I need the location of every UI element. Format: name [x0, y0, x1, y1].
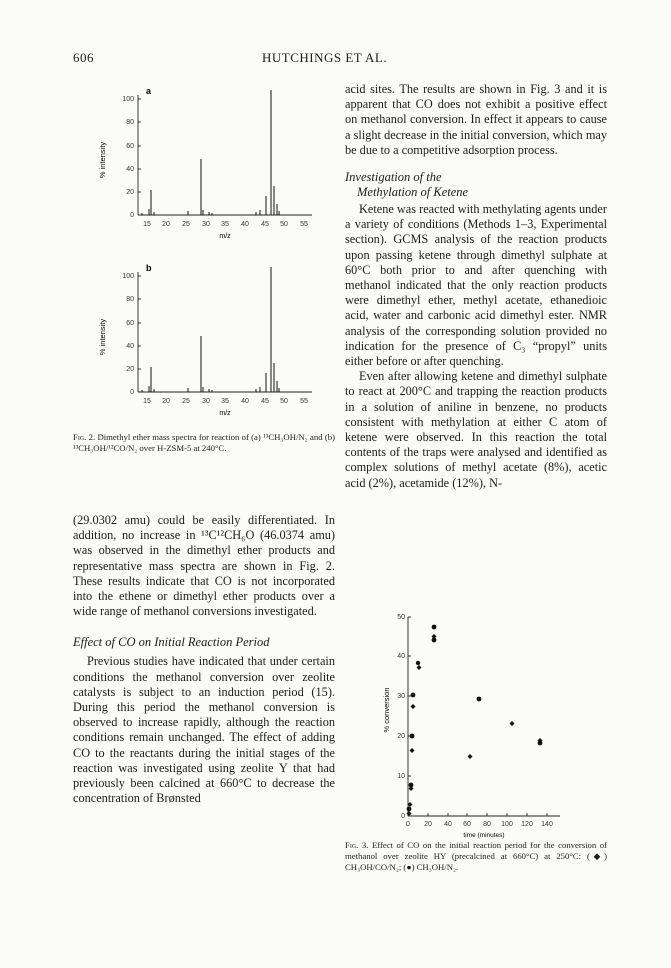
x-tick-35: 35: [221, 398, 229, 405]
x-tick-40: 40: [241, 221, 249, 228]
x-tick-15: 15: [143, 221, 151, 228]
x-tick-25: 25: [182, 398, 190, 405]
y-tick-60: 60: [126, 143, 134, 150]
x-tick-40: 40: [241, 398, 249, 405]
y-tick-0: 0: [130, 389, 134, 396]
figure-2b-mass-spectrum: [78, 257, 340, 427]
x-tick-35: 35: [221, 221, 229, 228]
y-axis-label: % intensity: [98, 141, 107, 179]
x-tick-30: 30: [202, 398, 210, 405]
y-tick-60: 60: [126, 320, 134, 327]
y-tick-0: 0: [130, 212, 134, 219]
data-point: [416, 661, 420, 665]
data-point: [538, 741, 543, 746]
x-tick-55: 55: [300, 398, 308, 405]
x-tick-20: 20: [162, 398, 170, 405]
figure-3-conversion-plot: [360, 600, 600, 839]
data-point: [468, 754, 473, 759]
y-tick-20: 20: [126, 366, 134, 373]
data-point: [407, 807, 412, 812]
x-tick-120: 120: [521, 821, 533, 828]
y-tick-40: 40: [397, 653, 405, 660]
y-tick-30: 30: [397, 693, 405, 700]
data-point: [407, 811, 412, 816]
data-point: [477, 697, 482, 702]
data-point: [411, 693, 416, 698]
data-point: [409, 783, 414, 788]
data-point: [417, 665, 422, 670]
y-tick-20: 20: [126, 189, 134, 196]
x-tick-20: 20: [424, 821, 432, 828]
y-tick-50: 50: [397, 614, 405, 621]
section-heading-line-1: Investigation of the: [345, 170, 442, 185]
caption-label: Fig. 2.: [73, 432, 96, 442]
caption-text: Dimethyl ether mass spectra for reaction of (a) ¹³CH₃OH/N₂ and (b) ¹³CH₃OH/¹²CO/N₂ over H-ZSM-5 at 240°C.: [73, 432, 335, 453]
x-tick-50: 50: [280, 221, 288, 228]
caption-text: Effect of CO on the initial reaction period for the conversion of methanol over zeolite HY (precalcined at 660°C) at 250°C: (◆) CH₃OH/CO/N₂; (●) CH₃OH/N₂.: [345, 840, 608, 872]
spectrum-peaks: [142, 90, 279, 215]
x-tick-15: 15: [143, 398, 151, 405]
panel-label-a: a: [146, 86, 152, 96]
left-column: [73, 513, 335, 806]
x-axis-label: m/z: [219, 233, 231, 240]
section-heading-line-2: Methylation of Ketene: [357, 185, 469, 200]
data-point: [510, 721, 515, 726]
paragraph: (29.0302 amu) could be easily differentiated. In addition, no increase in ¹³C¹²CH₆O (46.0374 amu) was observed in the dimethyl ether products and representative mass spectra are shown in Fig. 2. These results indicate that CO is not incorporated into the ethene or dimethyl ether products over a wide range of methanol conversions investigated.: [73, 513, 335, 619]
x-tick-45: 45: [261, 221, 269, 228]
data-point: [432, 625, 437, 630]
caption-label: Fig. 3.: [345, 840, 369, 850]
running-head: HUTCHINGS ET AL.: [262, 50, 388, 65]
y-tick-40: 40: [126, 166, 134, 173]
y-tick-0: 0: [401, 813, 405, 820]
y-tick-80: 80: [126, 296, 134, 303]
series-ch3oh-co-n2: [407, 634, 543, 816]
paragraph: acid sites. The results are shown in Fig. 3 and it is apparent that CO does not exhibit a positive effect on methanol conversion. In effect it appears to cause a slight decrease in the initial conversion, which may be due to a competitive adsorption process.: [345, 82, 607, 157]
x-tick-30: 30: [202, 221, 210, 228]
series-ch3oh-n2: [407, 625, 543, 812]
data-point: [410, 748, 415, 753]
x-axis-label: m/z: [219, 410, 231, 417]
figure-3-caption: [345, 840, 607, 873]
paragraph: Previous studies have indicated that under certain conditions the methanol conversion over zeolite catalysts is subject to an induction period (15). During this period the methanol conversion is observed to increase rapidly, although the reaction conditions remain unchanged. The effect of adding CO to the reactants during the initial stages of the reaction was investigated using zeolite Y that had previously been calcined at 660°C to decrease the concentration of Brønsted: [73, 654, 335, 806]
right-column: [345, 82, 607, 491]
x-tick-140: 140: [541, 821, 553, 828]
y-tick-100: 100: [122, 96, 134, 103]
paragraph: Ketene was reacted with methylating agents under a variety of conditions (Methods 1–3, Experimental section). GCMS analysis of the reaction products upon passing ketene through dimethyl sulphate at 60°C both prior to and after quenching with methanol indicated that the only reaction products were dimethyl ether, methyl acetate, ethanedioic acid, water and carbonic acid dimethyl ester. NMR analysis of the corresponding solution provided no indication for the presence of C₃ “propyl” units either before or after quenching.: [345, 202, 607, 369]
y-tick-80: 80: [126, 119, 134, 126]
x-tick-20: 20: [162, 221, 170, 228]
y-axis-label: % conversion: [382, 687, 391, 733]
data-point: [432, 638, 437, 643]
page-number: 606: [73, 50, 94, 65]
y-tick-40: 40: [126, 343, 134, 350]
x-axis-label: time (minutes): [463, 832, 505, 839]
x-tick-45: 45: [261, 398, 269, 405]
x-tick-80: 80: [483, 821, 491, 828]
y-tick-10: 10: [397, 773, 405, 780]
y-tick-100: 100: [122, 273, 134, 280]
data-point: [411, 704, 416, 709]
x-tick-40: 40: [444, 821, 452, 828]
y-tick-20: 20: [397, 733, 405, 740]
figure-2-caption: [73, 432, 335, 454]
panel-label-b: b: [146, 263, 152, 273]
x-tick-60: 60: [463, 821, 471, 828]
figure-2a-mass-spectrum: [78, 80, 340, 250]
data-point: [410, 734, 415, 739]
y-axis-label: % intensity: [98, 318, 107, 356]
x-tick-100: 100: [501, 821, 513, 828]
section-heading: Effect of CO on Initial Reaction Period: [73, 635, 270, 650]
x-tick-25: 25: [182, 221, 190, 228]
x-tick-55: 55: [300, 221, 308, 228]
x-tick-50: 50: [280, 398, 288, 405]
x-tick-0: 0: [406, 821, 410, 828]
paragraph: Even after allowing ketene and dimethyl sulphate to react at 200°C and trapping the reaction products in a solution of aniline in benzene, no products consistent with methylation at either C atom of ketene were observed. In this reaction the total contents of the traps were analysed and identified as complex solutions of methyl acetate (8%), acetic acid (2%), acetamide (12%), N-: [345, 369, 607, 490]
spectrum-peaks: [142, 267, 279, 392]
